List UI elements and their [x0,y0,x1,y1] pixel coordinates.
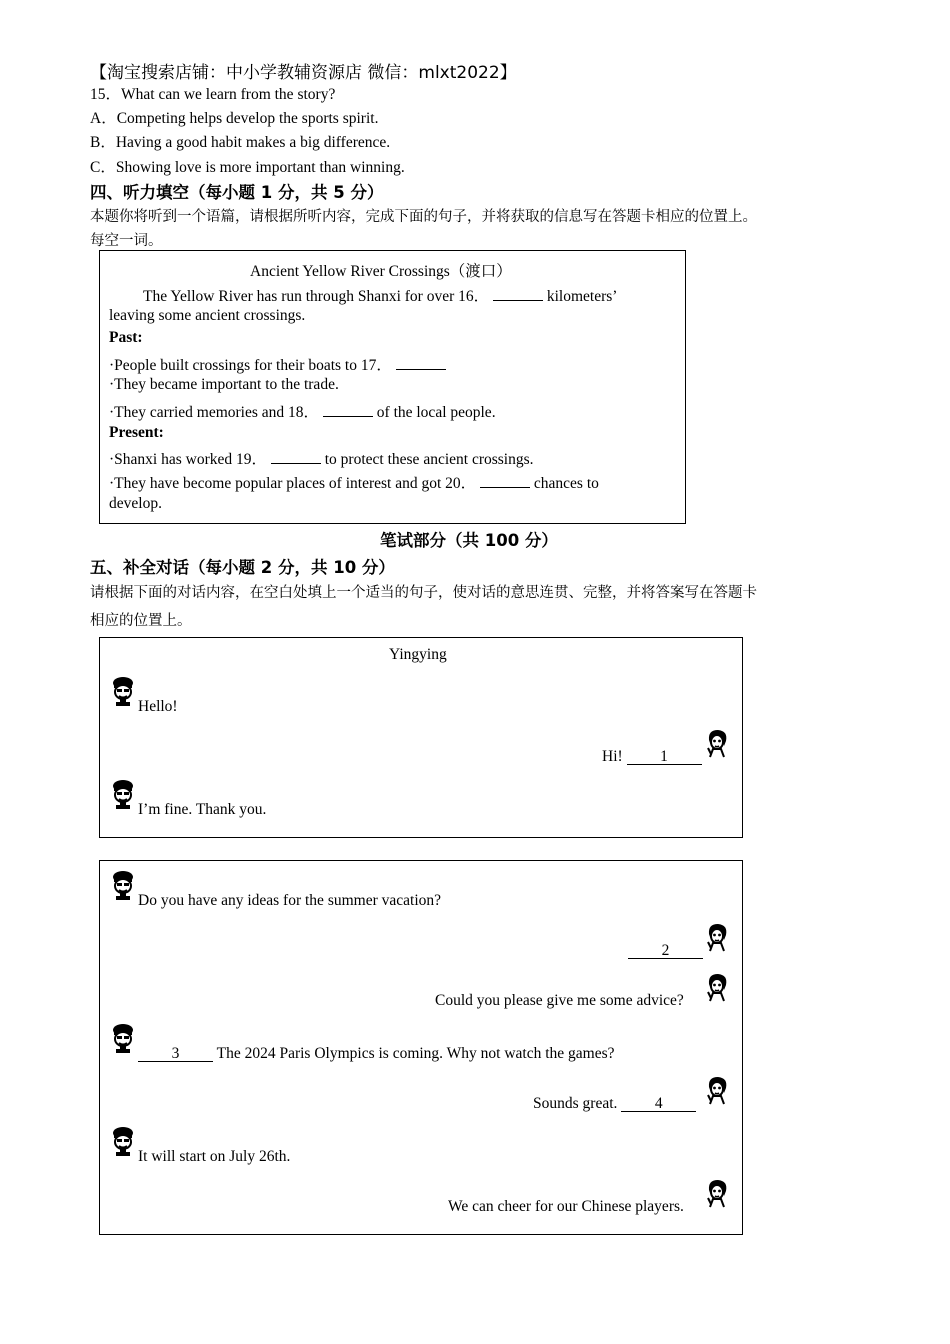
dlg-blank-3[interactable]: 3 [138,1046,213,1062]
listening-intro-text-a: The Yellow River has run through Shanxi for over 16． [143,288,490,305]
boy-avatar-icon [704,1178,730,1208]
boy-avatar-icon [704,728,730,758]
past-item-1-text: ·People built crossings for their boats to 17． [109,357,392,374]
dlg-blank-2[interactable]: 2 [628,943,703,959]
present-item-1-text-a: ·Shanxi has worked 19． [109,451,267,468]
section4-title: 四、听力填空（每小题 1 分，共 5 分） [90,183,384,202]
present-item-2 [109,471,599,493]
dlg2-line-4 [138,1045,615,1063]
dlg-blank-1[interactable]: 1 [627,749,702,765]
present-item-1-text-b: to protect these ancient crossings. [324,451,534,468]
dlg2-line-2 [628,942,703,960]
dlg1-line-1: Hello! [138,698,178,715]
dlg2-line-1: Do you have any ideas for the summer vacation? [138,892,442,909]
listening-intro-line2: leaving some ancient crossings. [109,307,306,324]
blank-17[interactable] [396,355,446,370]
girl-avatar-icon [110,1023,136,1053]
dlg1-line-3: I’m fine. Thank you. [138,801,267,818]
listening-box-title: Ancient Yellow River Crossings（渡口） [250,263,512,280]
q15-stem: 15．What can we learn from the story? [90,86,336,103]
blank-16[interactable] [493,286,543,301]
q15-option-c: C．Showing love is more important than winning. [90,159,405,176]
past-item-3-text-a: ·They carried memories and 18． [109,404,320,421]
boy-avatar-icon [704,972,730,1002]
listening-intro-text-b: kilometers’ [546,288,618,305]
girl-avatar-icon [110,870,136,900]
boy-avatar-icon [704,1075,730,1105]
section5-instruction-line1: 请根据下面的对话内容，在空白处填上一个适当的句子，使对话的意思连贯、完整，并将答案写在答题卡 [90,585,757,601]
present-item-2-text-b: chances to [533,475,599,492]
dlg2-line-3: Could you please give me some advice? [435,992,684,1009]
girl-avatar-icon [110,676,136,706]
past-heading: Past: [109,329,143,346]
blank-20[interactable] [480,473,530,488]
blank-18[interactable] [323,402,373,417]
section4-instruction-line1: 本题你将听到一个语篇，请根据所听内容，完成下面的句子，并将获取的信息写在答题卡相应的位置上。 [90,209,757,225]
section5-title: 五、补全对话（每小题 2 分，共 10 分） [90,558,395,577]
dlg1-line-2-text: Hi! [602,748,623,765]
past-item-1 [109,353,446,375]
present-item-1 [109,447,534,469]
present-item-2-text-a: ·They have become popular places of interest and got 20． [109,475,477,492]
listening-intro [143,284,617,306]
girl-avatar-icon [110,779,136,809]
dlg-blank-4[interactable]: 4 [621,1096,696,1112]
dlg2-line-5 [533,1095,696,1113]
header-banner: 【淘宝搜索店铺：中小学教辅资源店 微信：mlxt2022】 [90,63,517,83]
dlg2-line-6: It will start on July 26th. [138,1148,291,1165]
dlg2-line-7: We can cheer for our Chinese players. [448,1198,684,1215]
dlg2-line-5-text: Sounds great. [533,1095,618,1112]
written-part-heading: 笔试部分（共 100 分） [380,531,558,550]
section5-instruction-line2: 相应的位置上。 [90,613,192,629]
dialogue-speaker-name: Yingying [389,646,447,663]
past-item-3-text-b: of the local people. [376,404,496,421]
present-item-2-line2: develop. [109,495,162,512]
dlg2-line-4-text: The 2024 Paris Olympics is coming. Why not watch the games? [216,1045,615,1062]
present-heading: Present: [109,424,164,441]
q15-option-b: B．Having a good habit makes a big difference. [90,134,391,151]
q15-option-a: A．Competing helps develop the sports spirit. [90,110,379,127]
blank-19[interactable] [271,449,321,464]
dlg1-line-2 [602,748,702,766]
section4-instruction-line2: 每空一词。 [90,233,163,249]
girl-avatar-icon [110,1126,136,1156]
boy-avatar-icon [704,922,730,952]
past-item-2: ·They became important to the trade. [109,376,339,393]
past-item-3 [109,400,496,422]
